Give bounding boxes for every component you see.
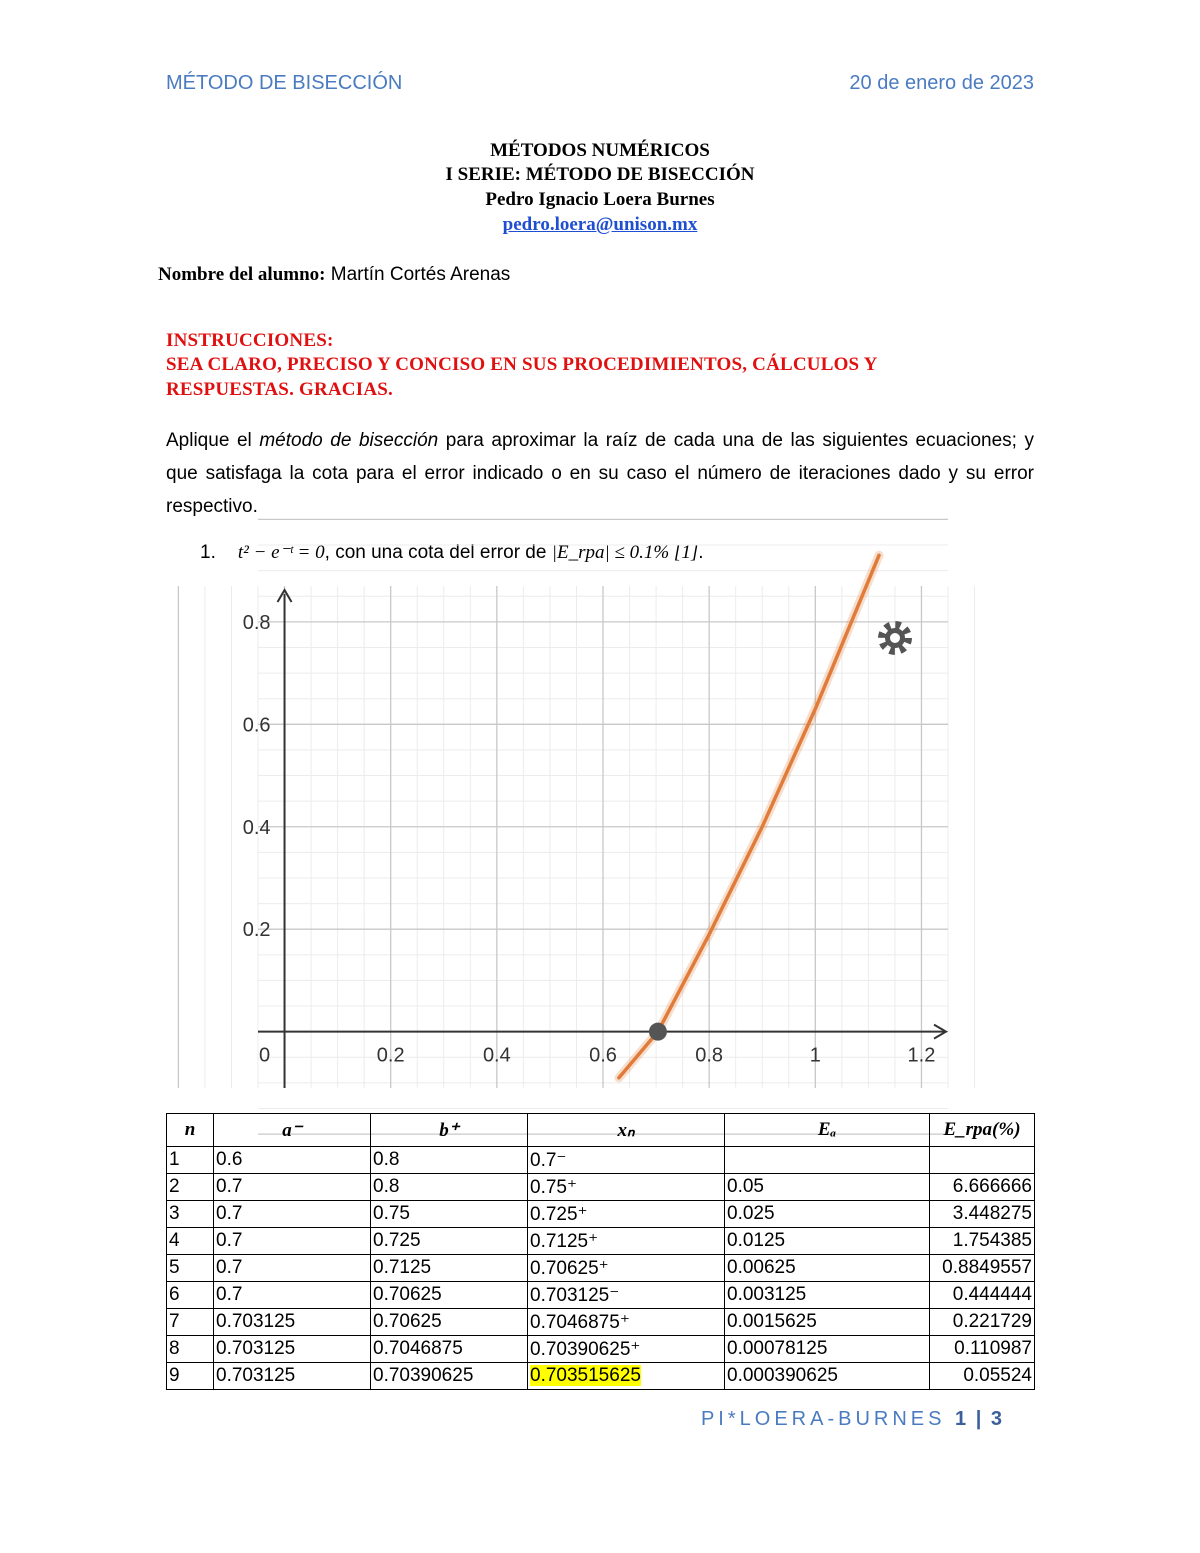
doc-title: MÉTODOS NUMÉRICOS xyxy=(490,140,710,161)
table-cell: 0.110987 xyxy=(930,1336,1035,1363)
table-row xyxy=(167,1336,1035,1363)
table-header-row xyxy=(167,1114,1035,1147)
table-cell: 4 xyxy=(167,1228,214,1255)
table-cell: 0.7 xyxy=(214,1174,371,1201)
instructions-line-1: SEA CLARO, PRECISO Y CONCISO EN SUS PROCEDIMIENTOS, CÁLCULOS Y xyxy=(166,354,878,375)
col-xn: xₙ xyxy=(528,1114,725,1147)
table-cell: 0.7 xyxy=(214,1255,371,1282)
problem-number: 1. xyxy=(200,542,216,563)
table-cell: 0.05 xyxy=(725,1174,930,1201)
table-cell: 0.70390625 xyxy=(371,1363,528,1390)
table-cell: 0.05524 xyxy=(930,1363,1035,1390)
table-cell: 0.7 xyxy=(214,1282,371,1309)
table-cell: 0.70625 xyxy=(371,1282,528,1309)
student-line xyxy=(158,264,510,286)
table-cell: 1 xyxy=(167,1147,214,1174)
final-root-highlight: 0.703515625 xyxy=(530,1365,641,1386)
table-cell: 0.725⁺ xyxy=(528,1201,725,1228)
table-cell xyxy=(528,1363,725,1390)
x-tick-label: 0.2 xyxy=(376,1044,405,1067)
table-cell: 0.00078125 xyxy=(725,1336,930,1363)
table-cell: 0.703125 xyxy=(214,1336,371,1363)
table-cell: 0.725 xyxy=(371,1228,528,1255)
x-tick-label: 0.4 xyxy=(482,1044,511,1067)
table-cell: 0.7 xyxy=(214,1228,371,1255)
table-cell: 0.000390625 xyxy=(725,1363,930,1390)
table-cell: 0.703125 xyxy=(214,1363,371,1390)
student-label: Nombre del alumno: xyxy=(158,264,326,285)
table-cell xyxy=(930,1147,1035,1174)
table-cell: 3 xyxy=(167,1201,214,1228)
table-row xyxy=(167,1228,1035,1255)
x-tick-label: 0.6 xyxy=(589,1044,617,1067)
y-tick-label: 0.8 xyxy=(242,611,271,634)
table-cell: 6.666666 xyxy=(930,1174,1035,1201)
table-cell xyxy=(725,1147,930,1174)
table-cell: 0.0125 xyxy=(725,1228,930,1255)
x-tick-label: 1 xyxy=(809,1044,821,1067)
table-cell: 7 xyxy=(167,1309,214,1336)
table-cell: 0.00625 xyxy=(725,1255,930,1282)
table-cell: 0.8 xyxy=(371,1147,528,1174)
table-cell: 0.75 xyxy=(371,1201,528,1228)
table-cell: 0.703125⁻ xyxy=(528,1282,725,1309)
table-row xyxy=(167,1201,1035,1228)
table-cell: 0.7046875⁺ xyxy=(528,1309,725,1336)
x-tick-label: 0 xyxy=(258,1044,271,1067)
table-cell: 0.7125⁺ xyxy=(528,1228,725,1255)
table-cell: 9 xyxy=(167,1363,214,1390)
instructions-line-2: RESPUESTAS. GRACIAS. xyxy=(166,379,393,400)
table-cell: 0.8 xyxy=(371,1174,528,1201)
problem-1: 1. t² − e⁻ᵗ = 0, con una cota del error de |E_rpa| ≤ 0.1% [1]. xyxy=(200,542,704,563)
header-date: 20 de enero de 2023 xyxy=(849,72,1034,94)
table-cell: 0.003125 xyxy=(725,1282,930,1309)
y-tick-label: 0.6 xyxy=(242,714,271,737)
col-a: a⁻ xyxy=(214,1114,371,1147)
col-n: n xyxy=(167,1114,214,1147)
table-cell: 0.703125 xyxy=(214,1309,371,1336)
table-cell: 0.8849557 xyxy=(930,1255,1035,1282)
table-cell: 0.7⁻ xyxy=(528,1147,725,1174)
table-cell: 0.70625⁺ xyxy=(528,1255,725,1282)
col-b: b⁺ xyxy=(371,1114,528,1147)
table-cell: 0.7125 xyxy=(371,1255,528,1282)
table-cell: 1.754385 xyxy=(930,1228,1035,1255)
table-row xyxy=(167,1309,1035,1336)
page-number: 1 | 3 xyxy=(955,1408,1004,1430)
table-cell: 0.7046875 xyxy=(371,1336,528,1363)
table-cell: 6 xyxy=(167,1282,214,1309)
table-cell: 0.70390625⁺ xyxy=(528,1336,725,1363)
author-email-link[interactable]: pedro.loera@unison.mx xyxy=(502,214,698,235)
table-row xyxy=(167,1147,1035,1174)
doc-subtitle: I SERIE: MÉTODO DE BISECCIÓN xyxy=(445,164,755,185)
table-row xyxy=(167,1255,1035,1282)
iteration-table xyxy=(166,1113,1035,1390)
error-bound: |E_rpa| ≤ 0.1% [1] xyxy=(551,542,699,563)
instructions-heading: INSTRUCCIONES: xyxy=(166,330,334,351)
table-cell: 0.70625 xyxy=(371,1309,528,1336)
table-cell: 0.221729 xyxy=(930,1309,1035,1336)
page-footer xyxy=(701,1408,1004,1431)
table-cell: 8 xyxy=(167,1336,214,1363)
table-cell: 0.444444 xyxy=(930,1282,1035,1309)
x-tick-label: 0.8 xyxy=(695,1044,724,1067)
table-cell: 2 xyxy=(167,1174,214,1201)
intro-paragraph: Aplique el método de bisección para aproximar la raíz de cada una de las siguientes ecuaciones; y que satisfaga la cota para el error indicado o en su caso el número de iteraciones dado y su error respectivo. xyxy=(166,430,1034,517)
function-graph xyxy=(242,586,948,1088)
col-erpa: E_rpa(%) xyxy=(930,1114,1035,1147)
header-title: MÉTODO DE BISECCIÓN xyxy=(166,72,403,94)
root-point xyxy=(649,1023,667,1041)
student-name: Martín Cortés Arenas xyxy=(330,264,511,285)
table-cell: 0.75⁺ xyxy=(528,1174,725,1201)
y-tick-label: 0.4 xyxy=(242,816,271,839)
col-ea: Eₐ xyxy=(725,1114,930,1147)
table-row xyxy=(167,1282,1035,1309)
table-cell: 0.7 xyxy=(214,1201,371,1228)
table-cell: 3.448275 xyxy=(930,1201,1035,1228)
x-tick-label: 1.2 xyxy=(907,1044,936,1067)
table-row xyxy=(167,1174,1035,1201)
table-row xyxy=(167,1363,1035,1390)
y-tick-label: 0.2 xyxy=(242,919,271,942)
problem-equation: t² − e⁻ᵗ = 0 xyxy=(237,542,325,563)
author-name: Pedro Ignacio Loera Burnes xyxy=(485,189,715,210)
table-cell: 5 xyxy=(167,1255,214,1282)
method-name: método de bisección xyxy=(259,430,439,451)
table-cell: 0.0015625 xyxy=(725,1309,930,1336)
footer-author: PI*LOERA-BURNES xyxy=(700,1408,946,1430)
table-cell: 0.025 xyxy=(725,1201,930,1228)
table-cell: 0.6 xyxy=(214,1147,371,1174)
